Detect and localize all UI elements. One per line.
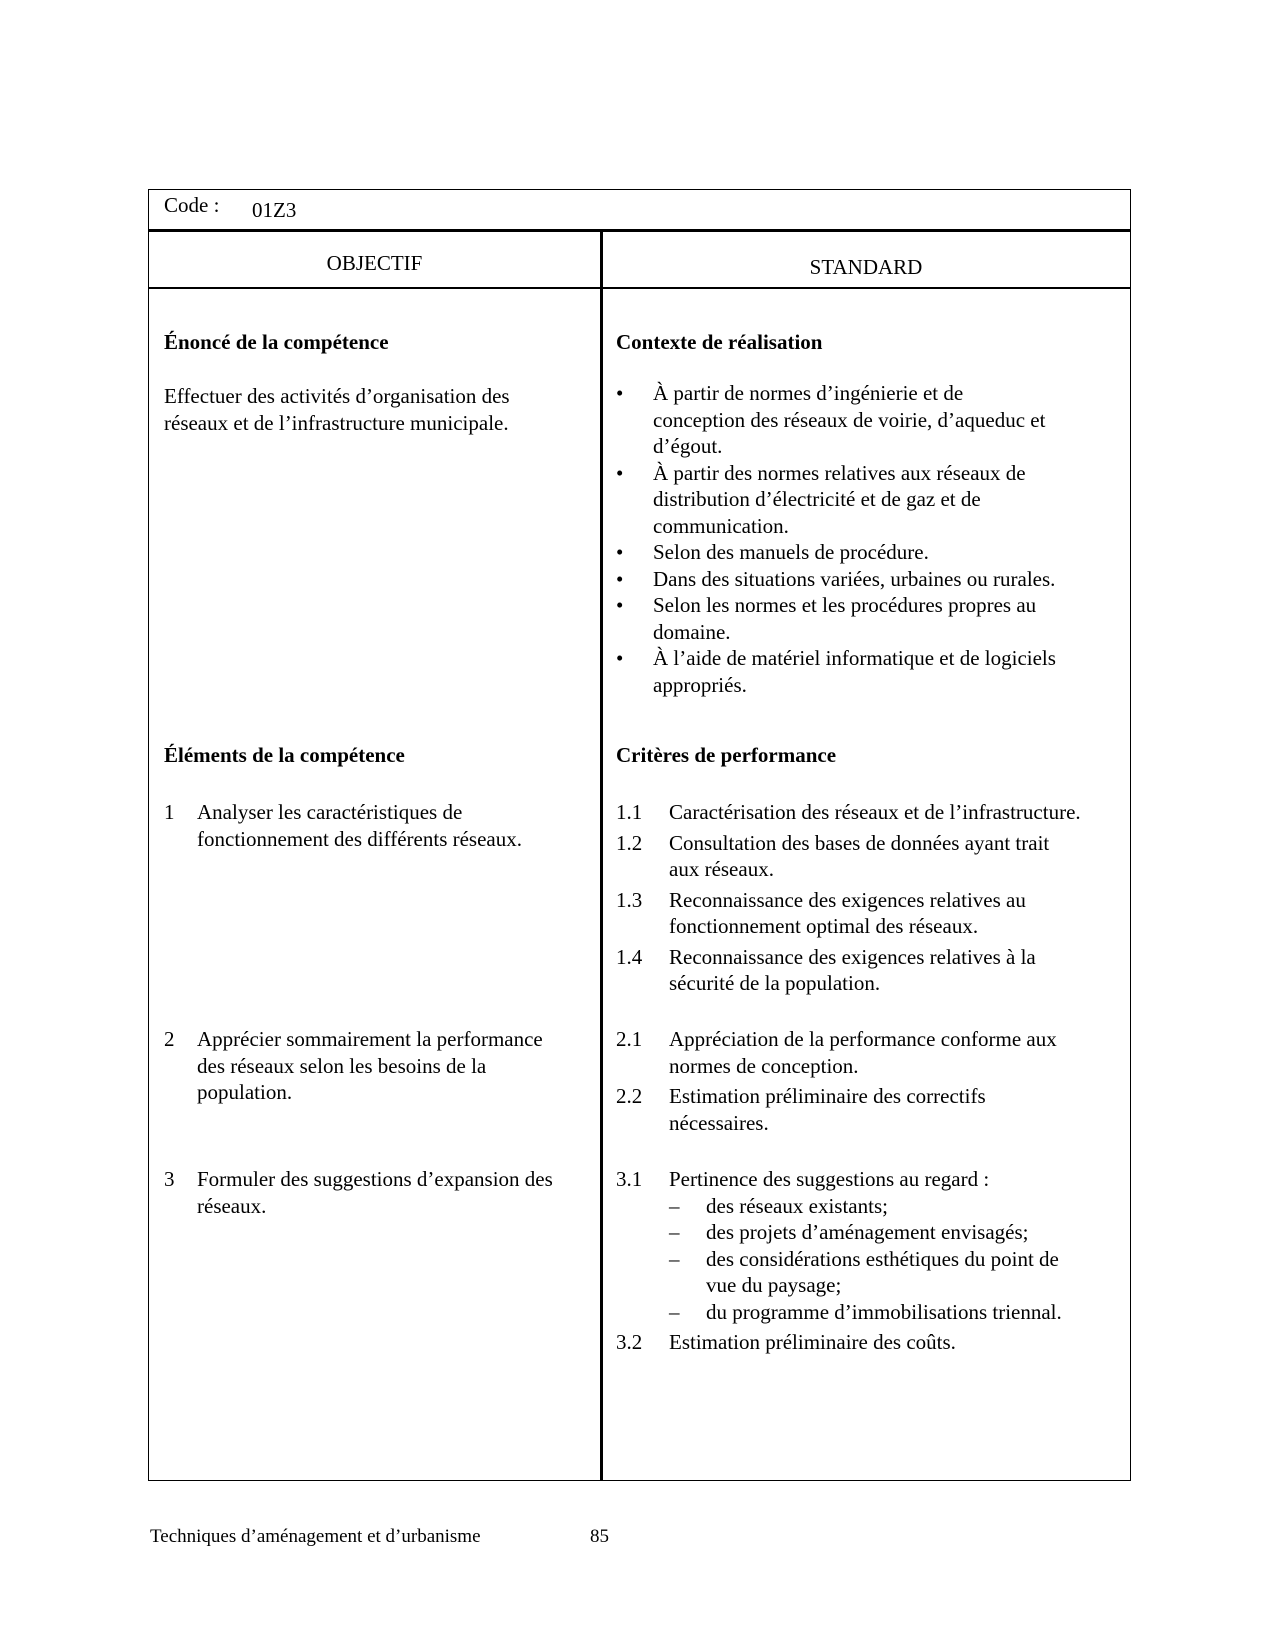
contexte-line: Selon les normes et les procédures propres au xyxy=(653,593,1037,617)
contexte-bullet-item xyxy=(616,645,1126,698)
header-objectif: OBJECTIF xyxy=(326,251,423,275)
dash-icon: – xyxy=(669,1246,680,1271)
dash-icon: – xyxy=(669,1220,680,1244)
criterion-line: sécurité de la population. xyxy=(669,971,881,995)
criterion-number: 1.2 xyxy=(616,830,643,855)
criterion-number: 3.2 xyxy=(616,1330,643,1354)
element-item xyxy=(164,799,589,852)
criterion-item xyxy=(616,1026,1126,1079)
element-line: population. xyxy=(197,1080,293,1104)
contexte-line: conception des réseaux de voirie, d’aqueduc et xyxy=(653,407,1046,432)
code-row xyxy=(149,190,1130,232)
criterion-item xyxy=(616,799,1126,826)
code-value: 01Z3 xyxy=(252,198,297,222)
contexte-line: Selon des manuels de procédure. xyxy=(653,540,929,564)
criterion-item xyxy=(616,1083,1126,1136)
footer-title: Techniques d’aménagement et d’urbanisme xyxy=(150,1526,481,1547)
criterion-subitem-line: du programme d’immobilisations triennal. xyxy=(706,1299,1062,1324)
criterion-subitem xyxy=(669,1219,1126,1246)
contexte-section xyxy=(616,330,1126,698)
element-entry xyxy=(164,1166,589,1219)
criterion-line: Estimation préliminaire des correctifs xyxy=(669,1084,986,1108)
criterion-number: 2.2 xyxy=(616,1084,643,1108)
elements-heading: Éléments de la compétence xyxy=(164,743,405,767)
criterion-line: Reconnaissance des exigences relatives à la xyxy=(669,944,1036,969)
enonce-line: réseaux et de l’infrastructure municipale. xyxy=(164,410,509,435)
criterion-line: nécessaires. xyxy=(669,1110,769,1135)
criterion-subitem-line: vue du paysage; xyxy=(706,1273,842,1297)
enonce-heading: Énoncé de la compétence xyxy=(164,330,389,354)
contexte-heading: Contexte de réalisation xyxy=(616,330,823,354)
enonce-text xyxy=(164,383,589,436)
contexte-bullet-item xyxy=(616,566,1126,593)
contexte-line: À partir de normes d’ingénierie et de xyxy=(653,381,964,405)
element-entry xyxy=(164,799,589,852)
contexte-bullet-item xyxy=(616,380,1126,460)
criterion-number: 1.3 xyxy=(616,887,643,912)
contexte-line: appropriés. xyxy=(653,672,747,697)
dash-icon: – xyxy=(669,1193,680,1218)
criterion-line: fonctionnement optimal des réseaux. xyxy=(669,914,979,938)
bullet-icon: • xyxy=(616,646,624,670)
criterion-line: Consultation des bases de données ayant trait xyxy=(669,830,1050,855)
criterion-line: Estimation préliminaire des coûts. xyxy=(669,1330,956,1354)
contexte-line: À partir des normes relatives aux réseaux de xyxy=(653,460,1026,485)
criterion-line: Pertinence des suggestions au regard : xyxy=(669,1167,990,1191)
criterion-item xyxy=(616,1329,1126,1356)
competency-table xyxy=(148,189,1131,1481)
element-item xyxy=(164,1166,589,1219)
criterion-subitem xyxy=(669,1299,1126,1326)
element-number: 3 xyxy=(164,1167,175,1191)
contexte-bullet-item xyxy=(616,460,1126,540)
element-entry xyxy=(164,1026,589,1106)
bullet-icon: • xyxy=(616,540,624,564)
contexte-line: domaine. xyxy=(653,619,731,644)
criterion-subitem-line: des réseaux existants; xyxy=(706,1193,888,1218)
column-divider xyxy=(600,230,603,1480)
bullet-icon: • xyxy=(616,566,624,591)
code-label: Code : xyxy=(164,193,220,217)
enonce-section xyxy=(164,330,589,436)
criterion-number: 1.4 xyxy=(616,944,643,969)
criteres-group xyxy=(616,1026,1126,1140)
criterion-item xyxy=(616,830,1126,883)
criterion-item xyxy=(616,887,1126,940)
element-line: Analyser les caractéristiques de xyxy=(197,800,463,824)
contexte-bullet-item xyxy=(616,592,1126,645)
contexte-bullet-item xyxy=(616,539,1126,566)
criterion-item xyxy=(616,944,1126,997)
criterion-number: 2.1 xyxy=(616,1027,643,1051)
element-line: Formuler des suggestions d’expansion des xyxy=(197,1167,553,1191)
contexte-line: Dans des situations variées, urbaines ou rurales. xyxy=(653,566,1056,591)
criteres-group xyxy=(616,799,1126,1001)
criteres-heading: Critères de performance xyxy=(616,743,837,767)
header-standard: STANDARD xyxy=(809,255,923,279)
criterion-subitem-line: des projets d’aménagement envisagés; xyxy=(706,1220,1029,1244)
criteres-group xyxy=(616,1166,1126,1360)
element-line: réseaux. xyxy=(197,1193,267,1218)
criterion-subitem-line: des considérations esthétiques du point de xyxy=(706,1246,1059,1271)
criterion-number: 3.1 xyxy=(616,1167,643,1191)
element-item xyxy=(164,1026,589,1106)
criterion-line: normes de conception. xyxy=(669,1053,859,1078)
dash-icon: – xyxy=(669,1299,680,1324)
criterion-line: aux réseaux. xyxy=(669,857,774,881)
contexte-line: À l’aide de matériel informatique et de logiciels xyxy=(653,646,1056,670)
criterion-subitem xyxy=(669,1193,1126,1220)
criterion-item xyxy=(616,1166,1126,1325)
header-divider xyxy=(149,287,1130,289)
contexte-line: distribution d’électricité et de gaz et de xyxy=(653,487,981,511)
element-line: Apprécier sommairement la performance xyxy=(197,1027,543,1051)
criteres-heading-wrap xyxy=(616,743,1126,768)
criterion-line: Reconnaissance des exigences relatives au xyxy=(669,887,1026,912)
element-number: 2 xyxy=(164,1027,175,1051)
contexte-line: communication. xyxy=(653,513,789,538)
criterion-line: Appréciation de la performance conforme aux xyxy=(669,1027,1057,1051)
criterion-subitem xyxy=(669,1246,1126,1299)
contexte-line: d’égout. xyxy=(653,434,723,458)
criterion-line: Caractérisation des réseaux et de l’infrastructure. xyxy=(669,800,1081,824)
bullet-icon: • xyxy=(616,381,624,405)
element-line: fonctionnement des différents réseaux. xyxy=(197,826,522,851)
contexte-list xyxy=(616,380,1126,698)
criterion-number: 1.1 xyxy=(616,800,643,824)
element-number: 1 xyxy=(164,800,175,824)
bullet-icon: • xyxy=(616,593,624,617)
element-line: des réseaux selon les besoins de la xyxy=(197,1053,487,1078)
elements-heading-wrap xyxy=(164,743,589,768)
bullet-icon: • xyxy=(616,460,624,485)
page-number: 85 xyxy=(590,1526,609,1547)
enonce-line: Effectuer des activités d’organisation des xyxy=(164,384,510,408)
